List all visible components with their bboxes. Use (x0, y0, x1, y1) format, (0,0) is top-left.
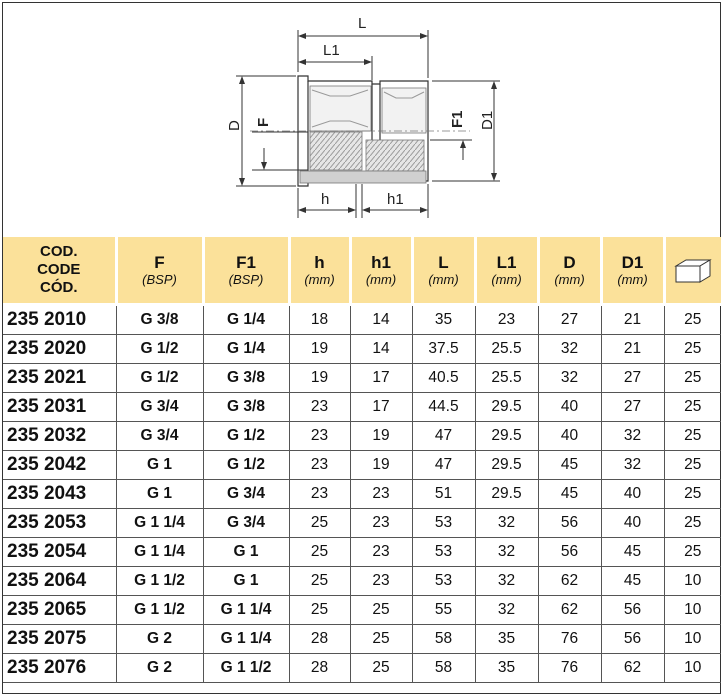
cell-F: G 1 (116, 480, 203, 509)
cell-h1: 19 (350, 451, 412, 480)
cell-code: 235 2064 (3, 567, 116, 596)
cell-pack: 25 (664, 393, 721, 422)
cell-L1: 35 (475, 625, 538, 654)
dim-L-label: L (358, 15, 367, 32)
cell-h1: 19 (350, 422, 412, 451)
cell-pack: 10 (664, 654, 721, 683)
cell-h1: 25 (350, 654, 412, 683)
cell-F1: G 1/2 (203, 422, 289, 451)
cell-F: G 1/2 (116, 364, 203, 393)
cell-pack: 10 (664, 625, 721, 654)
dim-D1-label: D1 (479, 110, 496, 130)
cell-F1: G 1 (203, 538, 289, 567)
table-row (3, 596, 721, 625)
cell-L: 53 (412, 567, 475, 596)
cell-F1: G 1 1/2 (203, 654, 289, 683)
technical-drawing (0, 0, 725, 237)
reducer-fitting-drawing (0, 0, 725, 237)
cell-L: 37.5 (412, 335, 475, 364)
cell-L1: 25.5 (475, 364, 538, 393)
cell-D1: 45 (601, 538, 664, 567)
header-pack (664, 237, 721, 305)
cell-D: 40 (538, 393, 601, 422)
table-row (3, 422, 721, 451)
dim-h-label: h (321, 191, 330, 208)
cell-h1: 23 (350, 567, 412, 596)
cell-pack: 25 (664, 480, 721, 509)
cell-D1: 32 (601, 422, 664, 451)
cell-h: 23 (289, 422, 350, 451)
cell-F1: G 3/8 (203, 364, 289, 393)
cell-D1: 56 (601, 596, 664, 625)
cell-F1: G 1 1/4 (203, 625, 289, 654)
cell-h1: 25 (350, 625, 412, 654)
thread-F1 (366, 140, 424, 171)
cell-pack: 25 (664, 509, 721, 538)
cell-D: 27 (538, 305, 601, 335)
cell-h: 25 (289, 596, 350, 625)
cell-L: 47 (412, 422, 475, 451)
cell-D1: 40 (601, 480, 664, 509)
header-F: F (BSP) (116, 237, 203, 305)
cell-F: G 1 1/2 (116, 567, 203, 596)
cell-L: 53 (412, 538, 475, 567)
cell-F1: G 3/4 (203, 480, 289, 509)
cell-L: 58 (412, 654, 475, 683)
cell-L1: 29.5 (475, 451, 538, 480)
cell-h: 19 (289, 364, 350, 393)
table-row (3, 538, 721, 567)
cell-L1: 25.5 (475, 335, 538, 364)
box-icon (673, 255, 713, 285)
cell-pack: 25 (664, 305, 721, 335)
cell-D: 56 (538, 538, 601, 567)
cell-F1: G 1/4 (203, 335, 289, 364)
cell-h: 25 (289, 509, 350, 538)
cell-L1: 29.5 (475, 422, 538, 451)
cell-D: 76 (538, 654, 601, 683)
cell-D: 32 (538, 364, 601, 393)
cell-F1: G 1 (203, 567, 289, 596)
cell-code: 235 2053 (3, 509, 116, 538)
cell-D1: 27 (601, 364, 664, 393)
cell-pack: 10 (664, 596, 721, 625)
cell-h: 23 (289, 480, 350, 509)
cell-L1: 32 (475, 567, 538, 596)
cell-D1: 32 (601, 451, 664, 480)
cell-code: 235 2065 (3, 596, 116, 625)
table-row (3, 654, 721, 683)
cell-D: 45 (538, 451, 601, 480)
cell-h: 28 (289, 625, 350, 654)
cell-D1: 27 (601, 393, 664, 422)
thread-F (310, 132, 362, 170)
header-L1: L1 (mm) (475, 237, 538, 305)
cell-D: 56 (538, 509, 601, 538)
cell-L: 58 (412, 625, 475, 654)
cell-pack: 25 (664, 335, 721, 364)
cell-F1: G 1/4 (203, 305, 289, 335)
cell-D: 76 (538, 625, 601, 654)
table-header-row (3, 237, 721, 305)
wall-section (300, 171, 426, 183)
header-L: L (mm) (412, 237, 475, 305)
header-F1: F1 (BSP) (203, 237, 289, 305)
table-row (3, 393, 721, 422)
dimensions-table (3, 237, 721, 683)
cell-h: 23 (289, 393, 350, 422)
cell-pack: 25 (664, 451, 721, 480)
header-D1: D1 (mm) (601, 237, 664, 305)
cell-h1: 23 (350, 538, 412, 567)
table-row (3, 509, 721, 538)
cell-pack: 10 (664, 567, 721, 596)
cell-D1: 62 (601, 654, 664, 683)
cell-pack: 25 (664, 422, 721, 451)
cell-h1: 14 (350, 335, 412, 364)
cell-code: 235 2075 (3, 625, 116, 654)
cell-F1: G 3/4 (203, 509, 289, 538)
cell-code: 235 2010 (3, 305, 116, 335)
table-row (3, 305, 721, 335)
cell-code: 235 2076 (3, 654, 116, 683)
cell-D: 62 (538, 596, 601, 625)
cell-D: 40 (538, 422, 601, 451)
table-row (3, 480, 721, 509)
cell-h: 19 (289, 335, 350, 364)
cell-L1: 35 (475, 654, 538, 683)
cell-F1: G 1/2 (203, 451, 289, 480)
cell-h1: 25 (350, 596, 412, 625)
dim-L1-label: L1 (323, 42, 340, 59)
cell-L1: 23 (475, 305, 538, 335)
cell-F1: G 1 1/4 (203, 596, 289, 625)
cell-F: G 1 1/4 (116, 538, 203, 567)
cell-L: 55 (412, 596, 475, 625)
cell-L: 51 (412, 480, 475, 509)
cell-pack: 25 (664, 538, 721, 567)
cell-D1: 45 (601, 567, 664, 596)
cell-L: 47 (412, 451, 475, 480)
cell-h1: 14 (350, 305, 412, 335)
dim-F-label: F (255, 117, 272, 127)
header-D: D (mm) (538, 237, 601, 305)
cell-h1: 23 (350, 509, 412, 538)
cell-L1: 32 (475, 596, 538, 625)
cell-F: G 1/2 (116, 335, 203, 364)
cell-h: 23 (289, 451, 350, 480)
cell-F1: G 3/8 (203, 393, 289, 422)
cell-D: 32 (538, 335, 601, 364)
cell-L1: 32 (475, 538, 538, 567)
table-row (3, 625, 721, 654)
header-h1: h1 (mm) (350, 237, 412, 305)
cell-F: G 3/8 (116, 305, 203, 335)
cell-h: 28 (289, 654, 350, 683)
cell-F: G 3/4 (116, 422, 203, 451)
cell-code: 235 2031 (3, 393, 116, 422)
cell-L: 44.5 (412, 393, 475, 422)
dim-F1-label: F1 (449, 110, 466, 128)
dim-h1-label: h1 (387, 191, 404, 208)
cell-F: G 1 (116, 451, 203, 480)
cell-h1: 17 (350, 393, 412, 422)
cell-code: 235 2043 (3, 480, 116, 509)
cell-F: G 3/4 (116, 393, 203, 422)
header-code: COD. CODE CÓD. (3, 237, 116, 305)
cell-D: 45 (538, 480, 601, 509)
cell-L1: 29.5 (475, 480, 538, 509)
cell-h1: 23 (350, 480, 412, 509)
cell-pack: 25 (664, 364, 721, 393)
cell-F: G 2 (116, 625, 203, 654)
table-row (3, 335, 721, 364)
table-row (3, 567, 721, 596)
cell-code: 235 2042 (3, 451, 116, 480)
cell-D1: 21 (601, 305, 664, 335)
cell-F: G 2 (116, 654, 203, 683)
cell-D1: 21 (601, 335, 664, 364)
table-row (3, 364, 721, 393)
cell-code: 235 2054 (3, 538, 116, 567)
cell-L: 40.5 (412, 364, 475, 393)
cell-h1: 17 (350, 364, 412, 393)
cell-F: G 1 1/2 (116, 596, 203, 625)
cell-D1: 40 (601, 509, 664, 538)
cell-L: 53 (412, 509, 475, 538)
cell-L: 35 (412, 305, 475, 335)
table-row (3, 451, 721, 480)
cell-L1: 32 (475, 509, 538, 538)
cell-h: 18 (289, 305, 350, 335)
cell-code: 235 2020 (3, 335, 116, 364)
cell-h: 25 (289, 567, 350, 596)
cell-D: 62 (538, 567, 601, 596)
cell-L1: 29.5 (475, 393, 538, 422)
cell-code: 235 2021 (3, 364, 116, 393)
cell-D1: 56 (601, 625, 664, 654)
header-h: h (mm) (289, 237, 350, 305)
dim-D-label: D (226, 120, 243, 131)
cell-code: 235 2032 (3, 422, 116, 451)
cell-F: G 1 1/4 (116, 509, 203, 538)
cell-h: 25 (289, 538, 350, 567)
